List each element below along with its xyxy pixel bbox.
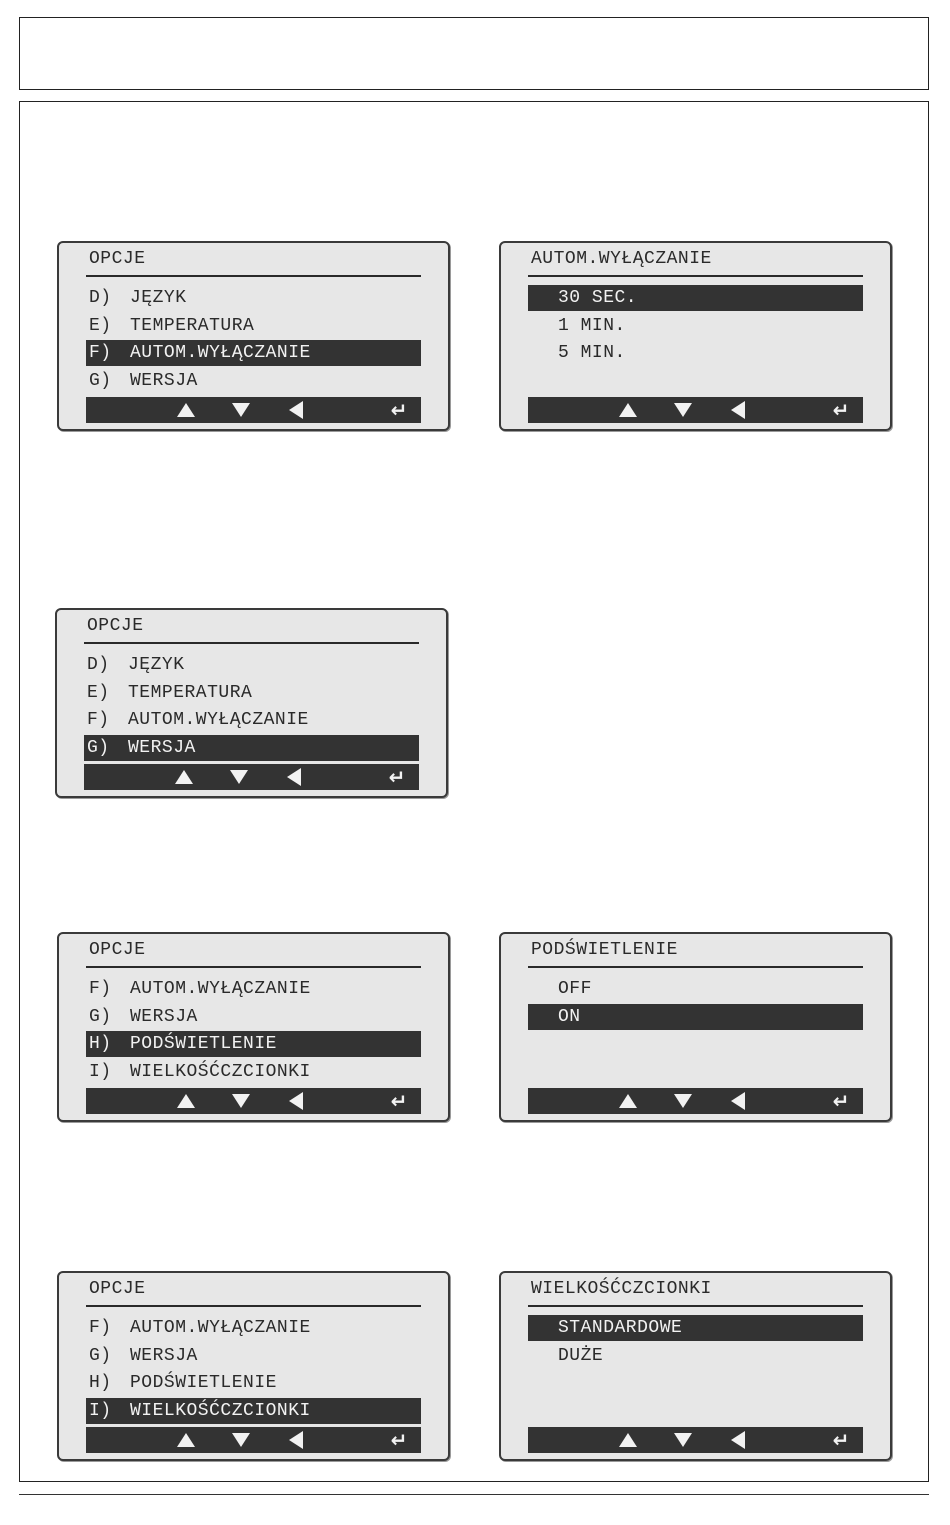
screen-title: OPCJE	[87, 616, 144, 636]
menu-item-key: E)	[89, 315, 112, 336]
menu-item[interactable]	[528, 1343, 863, 1369]
back-button[interactable]	[725, 1088, 751, 1114]
enter-icon: ↵	[390, 1089, 408, 1113]
menu-item-key: I)	[89, 1400, 112, 1421]
arrow-left-icon	[289, 1092, 303, 1110]
menu-item-label: DUŻE	[558, 1345, 604, 1366]
up-button[interactable]	[615, 1088, 641, 1114]
enter-icon: ↵	[388, 765, 406, 789]
menu-item-key: D)	[89, 288, 112, 308]
menu-item-label: PODŚWIETLENIE	[130, 1373, 277, 1393]
menu-item[interactable]	[86, 1315, 421, 1341]
menu-item-key: F)	[89, 979, 112, 999]
menu-item-key: G)	[87, 737, 110, 758]
menu-item-label: PODŚWIETLENIE	[130, 1034, 277, 1054]
nav-button-bar	[528, 1088, 863, 1114]
menu-item-key: D)	[87, 655, 110, 675]
arrow-down-icon	[232, 403, 250, 417]
menu-item-label: 30 SEC.	[558, 288, 638, 308]
menu-item-label: JĘZYK	[128, 655, 185, 675]
menu-item[interactable]	[86, 1004, 421, 1030]
enter-button[interactable]	[828, 397, 854, 423]
menu-item[interactable]	[86, 313, 421, 339]
down-button[interactable]	[670, 397, 696, 423]
menu-item[interactable]	[528, 1315, 863, 1341]
menu-item-label: WERSJA	[130, 1006, 198, 1027]
title-divider	[86, 1305, 421, 1307]
menu-list	[528, 976, 863, 1031]
menu-item-label: AUTOM.WYŁĄCZANIE	[128, 710, 309, 730]
footer-rule	[19, 1494, 929, 1495]
arrow-left-icon	[287, 768, 301, 786]
menu-item-label: WERSJA	[128, 737, 196, 758]
menu-item[interactable]	[86, 368, 421, 394]
menu-item[interactable]	[84, 652, 419, 678]
arrow-up-icon	[177, 1433, 195, 1447]
down-button[interactable]	[228, 397, 254, 423]
arrow-up-icon	[619, 403, 637, 417]
arrow-down-icon	[230, 770, 248, 784]
back-button[interactable]	[283, 397, 309, 423]
lcd-screen	[499, 1271, 892, 1461]
enter-icon: ↵	[832, 1089, 850, 1113]
arrow-left-icon	[289, 401, 303, 419]
menu-item[interactable]	[86, 1343, 421, 1369]
enter-button[interactable]	[386, 397, 412, 423]
down-button[interactable]	[228, 1088, 254, 1114]
back-button[interactable]	[725, 397, 751, 423]
back-button[interactable]	[725, 1427, 751, 1453]
enter-icon: ↵	[832, 398, 850, 422]
arrow-up-icon	[177, 403, 195, 417]
menu-item-key: H)	[89, 1034, 112, 1054]
screen-title: OPCJE	[89, 940, 146, 960]
menu-item-key: G)	[89, 1345, 112, 1366]
menu-item-label: TEMPERATURA	[130, 315, 255, 336]
arrow-up-icon	[175, 770, 193, 784]
menu-item-key: I)	[89, 1061, 112, 1082]
menu-item[interactable]	[84, 735, 419, 761]
menu-item[interactable]	[86, 340, 421, 366]
lcd-screen	[499, 932, 892, 1122]
arrow-down-icon	[674, 403, 692, 417]
menu-item[interactable]	[86, 1370, 421, 1396]
menu-list	[86, 285, 421, 395]
page-header-frame	[19, 17, 929, 90]
title-divider	[528, 1305, 863, 1307]
arrow-left-icon	[289, 1431, 303, 1449]
arrow-up-icon	[619, 1094, 637, 1108]
down-button[interactable]	[228, 1427, 254, 1453]
menu-item[interactable]	[528, 1004, 863, 1030]
menu-list	[528, 285, 863, 368]
nav-button-bar	[86, 1088, 421, 1114]
up-button[interactable]	[615, 1427, 641, 1453]
menu-item-label: WIELKOŚĆCZCIONKI	[130, 1400, 311, 1421]
nav-button-bar	[84, 764, 419, 790]
down-button[interactable]	[226, 764, 252, 790]
up-button[interactable]	[173, 397, 199, 423]
menu-list	[86, 1315, 421, 1425]
menu-item[interactable]	[84, 707, 419, 733]
menu-item-key: H)	[89, 1373, 112, 1393]
menu-item[interactable]	[86, 1398, 421, 1424]
menu-item-key: F)	[89, 343, 112, 363]
menu-item-key: E)	[87, 682, 110, 703]
title-divider	[86, 275, 421, 277]
menu-item[interactable]	[528, 313, 863, 339]
enter-button[interactable]	[828, 1088, 854, 1114]
lcd-screen	[499, 241, 892, 431]
screen-title: OPCJE	[89, 1279, 146, 1299]
menu-item-label: ON	[558, 1006, 581, 1027]
arrow-left-icon	[731, 1092, 745, 1110]
enter-icon: ↵	[390, 1428, 408, 1452]
menu-item[interactable]	[86, 285, 421, 311]
screen-title: OPCJE	[89, 249, 146, 269]
menu-item[interactable]	[84, 680, 419, 706]
up-button[interactable]	[615, 397, 641, 423]
enter-icon: ↵	[832, 1428, 850, 1452]
back-button[interactable]	[283, 1427, 309, 1453]
up-button[interactable]	[173, 1427, 199, 1453]
menu-item-key: G)	[89, 1006, 112, 1027]
screen-title: AUTOM.WYŁĄCZANIE	[531, 249, 712, 269]
down-button[interactable]	[670, 1427, 696, 1453]
enter-button[interactable]	[386, 1088, 412, 1114]
arrow-down-icon	[232, 1433, 250, 1447]
nav-button-bar	[528, 397, 863, 423]
menu-item-label: WIELKOŚĆCZCIONKI	[130, 1061, 311, 1082]
nav-button-bar	[86, 1427, 421, 1453]
menu-item-key: G)	[89, 370, 112, 391]
up-button[interactable]	[173, 1088, 199, 1114]
arrow-down-icon	[674, 1433, 692, 1447]
screen-title: WIELKOŚĆCZCIONKI	[531, 1279, 712, 1299]
menu-item[interactable]	[528, 340, 863, 366]
lcd-screen	[57, 241, 450, 431]
lcd-screen	[55, 608, 448, 798]
menu-item-label: AUTOM.WYŁĄCZANIE	[130, 343, 311, 363]
nav-button-bar	[86, 397, 421, 423]
up-button[interactable]	[171, 764, 197, 790]
lcd-screen	[57, 1271, 450, 1461]
menu-item[interactable]	[86, 1031, 421, 1057]
menu-item-label: 5 MIN.	[558, 343, 626, 363]
menu-list	[86, 976, 421, 1086]
title-divider	[528, 966, 863, 968]
title-divider	[528, 275, 863, 277]
enter-button[interactable]	[828, 1427, 854, 1453]
menu-item-label: AUTOM.WYŁĄCZANIE	[130, 1318, 311, 1338]
enter-icon: ↵	[390, 398, 408, 422]
menu-item-label: AUTOM.WYŁĄCZANIE	[130, 979, 311, 999]
arrow-left-icon	[731, 401, 745, 419]
arrow-down-icon	[674, 1094, 692, 1108]
menu-item-label: OFF	[558, 979, 592, 999]
menu-item-label: STANDARDOWE	[558, 1318, 683, 1338]
menu-item-label: 1 MIN.	[558, 315, 626, 336]
back-button[interactable]	[283, 1088, 309, 1114]
menu-list	[84, 652, 419, 762]
title-divider	[86, 966, 421, 968]
menu-item-key: F)	[89, 1318, 112, 1338]
back-button[interactable]	[281, 764, 307, 790]
menu-item-key: F)	[87, 710, 110, 730]
title-divider	[84, 642, 419, 644]
down-button[interactable]	[670, 1088, 696, 1114]
menu-item[interactable]	[86, 976, 421, 1002]
arrow-left-icon	[731, 1431, 745, 1449]
screen-title: PODŚWIETLENIE	[531, 940, 678, 960]
arrow-up-icon	[619, 1433, 637, 1447]
menu-item-label: WERSJA	[130, 1345, 198, 1366]
menu-item-label: TEMPERATURA	[128, 682, 253, 703]
enter-button[interactable]	[386, 1427, 412, 1453]
enter-button[interactable]	[384, 764, 410, 790]
menu-item-label: WERSJA	[130, 370, 198, 391]
arrow-down-icon	[232, 1094, 250, 1108]
menu-item[interactable]	[86, 1059, 421, 1085]
menu-list	[528, 1315, 863, 1370]
menu-item[interactable]	[528, 285, 863, 311]
menu-item[interactable]	[528, 976, 863, 1002]
lcd-screen	[57, 932, 450, 1122]
arrow-up-icon	[177, 1094, 195, 1108]
nav-button-bar	[528, 1427, 863, 1453]
menu-item-label: JĘZYK	[130, 288, 187, 308]
